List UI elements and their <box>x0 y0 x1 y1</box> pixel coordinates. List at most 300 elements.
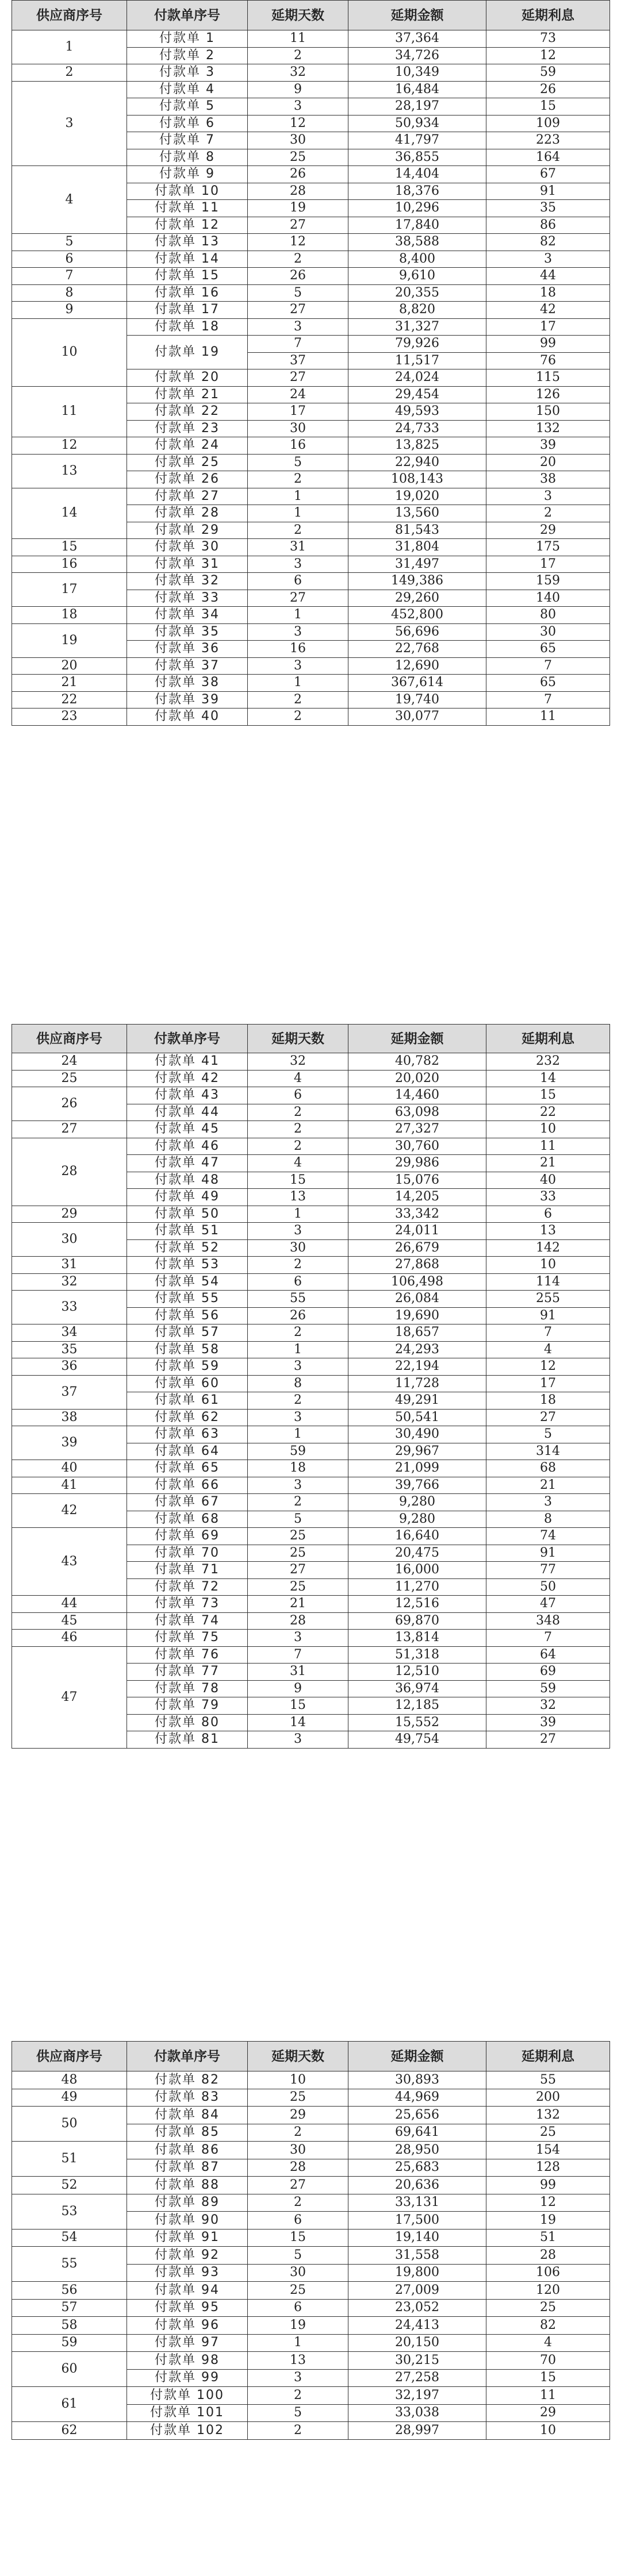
supplier-number: 26 <box>12 1087 127 1121</box>
payment-number: 付款单 77 <box>127 1664 248 1681</box>
table-row <box>12 675 610 692</box>
delay-amount: 20,020 <box>348 1070 486 1087</box>
delay-days: 2 <box>248 691 348 709</box>
payment-number: 付款单 42 <box>127 1070 248 1087</box>
delay-days: 10 <box>248 2071 348 2089</box>
delay-days: 2 <box>248 1324 348 1342</box>
delay-amount: 30,490 <box>348 1426 486 1443</box>
delay-days: 32 <box>248 64 348 82</box>
supplier-number: 53 <box>12 2194 127 2229</box>
delay-days: 2 <box>248 522 348 539</box>
payment-number: 付款单 45 <box>127 1121 248 1138</box>
delay-days: 13 <box>248 1189 348 1206</box>
delay-days: 1 <box>248 1206 348 1223</box>
payment-number: 付款单 62 <box>127 1409 248 1426</box>
delay-interest: 142 <box>486 1239 610 1257</box>
delay-days: 55 <box>248 1291 348 1308</box>
payment-number: 付款单 84 <box>127 2107 248 2124</box>
delay-interest: 29 <box>486 522 610 539</box>
payment-number: 付款单 58 <box>127 1341 248 1358</box>
header-row <box>12 1 610 30</box>
delay-interest: 3 <box>486 251 610 268</box>
delay-interest: 7 <box>486 691 610 709</box>
payment-number: 付款单 37 <box>127 657 248 675</box>
table-row <box>12 1138 610 1155</box>
table-row <box>12 81 610 98</box>
table-row <box>12 251 610 268</box>
table-row <box>12 1324 610 1342</box>
payment-number: 付款单 31 <box>127 556 248 573</box>
column-header: 付款单序号 <box>127 2042 248 2071</box>
delay-amount: 41,797 <box>348 132 486 149</box>
supplier-number: 14 <box>12 488 127 539</box>
delay-days: 25 <box>248 149 348 166</box>
payment-number: 付款单 24 <box>127 437 248 455</box>
delay-days: 3 <box>248 657 348 675</box>
delay-interest: 55 <box>486 2071 610 2089</box>
supplier-number: 17 <box>12 573 127 607</box>
column-header: 延期利息 <box>486 1025 610 1053</box>
table-row <box>12 386 610 403</box>
delay-days: 11 <box>248 30 348 48</box>
payment-number: 付款单 33 <box>127 590 248 607</box>
supplier-number: 57 <box>12 2299 127 2317</box>
delay-amount: 31,497 <box>348 556 486 573</box>
delay-interest: 114 <box>486 1273 610 1291</box>
supplier-number: 3 <box>12 81 127 166</box>
delay-amount: 15,076 <box>348 1172 486 1189</box>
table-section-3 <box>12 2041 610 2440</box>
table-row <box>12 437 610 455</box>
delay-days: 6 <box>248 1273 348 1291</box>
delay-amount: 27,009 <box>348 2282 486 2300</box>
supplier-number: 27 <box>12 1121 127 1138</box>
payment-number: 付款单 40 <box>127 709 248 726</box>
supplier-number: 1 <box>12 30 127 64</box>
delay-amount: 20,355 <box>348 284 486 302</box>
supplier-number: 31 <box>12 1257 127 1274</box>
delay-interest: 91 <box>486 1307 610 1324</box>
table-row <box>12 1087 610 1104</box>
delay-interest: 12 <box>486 1358 610 1376</box>
supplier-number: 22 <box>12 691 127 709</box>
delay-days: 12 <box>248 234 348 251</box>
delay-days: 2 <box>248 2422 348 2440</box>
delay-amount: 13,825 <box>348 437 486 455</box>
table-section-1 <box>12 0 610 726</box>
payment-number: 付款单 43 <box>127 1087 248 1104</box>
table-row <box>12 1375 610 1392</box>
table-row <box>12 2317 610 2335</box>
table-row <box>12 1358 610 1376</box>
payment-number: 付款单 56 <box>127 1307 248 1324</box>
delay-amount: 24,733 <box>348 420 486 437</box>
delay-days: 16 <box>248 641 348 658</box>
delay-amount: 30,215 <box>348 2352 486 2370</box>
table-row <box>12 166 610 183</box>
delay-amount: 81,543 <box>348 522 486 539</box>
payment-number: 付款单 49 <box>127 1189 248 1206</box>
table-row <box>12 2229 610 2247</box>
payment-number: 付款单 83 <box>127 2089 248 2107</box>
payment-number: 付款单 6 <box>127 115 248 132</box>
delay-interest: 35 <box>486 200 610 217</box>
delay-days: 25 <box>248 2282 348 2300</box>
payment-number: 付款单 64 <box>127 1443 248 1460</box>
payment-number: 付款单 72 <box>127 1578 248 1596</box>
delay-interest: 12 <box>486 47 610 64</box>
supplier-number: 32 <box>12 1273 127 1291</box>
payment-number: 付款单 71 <box>127 1562 248 1579</box>
column-header: 延期利息 <box>486 2042 610 2071</box>
delay-amount: 31,327 <box>348 318 486 336</box>
delay-interest: 21 <box>486 1477 610 1494</box>
payment-number: 付款单 38 <box>127 675 248 692</box>
delay-days: 16 <box>248 437 348 455</box>
table-row <box>12 709 610 726</box>
delay-amount: 19,690 <box>348 1307 486 1324</box>
table-row <box>12 2177 610 2194</box>
table-row <box>12 1070 610 1087</box>
table-row <box>12 1528 610 1545</box>
delay-days: 3 <box>248 318 348 336</box>
header-row <box>12 1025 610 1053</box>
delay-amount: 29,454 <box>348 386 486 403</box>
supplier-number: 44 <box>12 1596 127 1613</box>
delay-days: 30 <box>248 2142 348 2159</box>
supplier-number: 30 <box>12 1223 127 1257</box>
payment-number: 付款单 36 <box>127 641 248 658</box>
table-row <box>12 1053 610 1071</box>
delay-interest: 15 <box>486 1087 610 1104</box>
delay-days: 2 <box>248 1494 348 1511</box>
delay-days: 15 <box>248 1172 348 1189</box>
delay-days: 2 <box>248 1104 348 1121</box>
delay-interest: 22 <box>486 1104 610 1121</box>
delay-interest: 44 <box>486 268 610 285</box>
delay-interest: 314 <box>486 1443 610 1460</box>
delay-interest: 26 <box>486 81 610 98</box>
delay-days: 17 <box>248 403 348 421</box>
table-row <box>12 302 610 319</box>
delay-days: 2 <box>248 1121 348 1138</box>
delay-amount: 11,270 <box>348 1578 486 1596</box>
payment-number: 付款单 39 <box>127 691 248 709</box>
delay-days: 3 <box>248 1409 348 1426</box>
table-row <box>12 1206 610 1223</box>
payment-number: 付款单 94 <box>127 2282 248 2300</box>
payment-number: 付款单 23 <box>127 420 248 437</box>
delay-amount: 50,934 <box>348 115 486 132</box>
delay-days: 4 <box>248 1155 348 1172</box>
payment-number: 付款单 90 <box>127 2212 248 2230</box>
column-header: 延期金额 <box>348 2042 486 2071</box>
supplier-number: 40 <box>12 1460 127 1477</box>
delay-amount: 27,327 <box>348 1121 486 1138</box>
supplier-number: 6 <box>12 251 127 268</box>
delay-days: 37 <box>248 352 348 369</box>
delay-amount: 13,814 <box>348 1630 486 1647</box>
delay-interest: 159 <box>486 573 610 590</box>
payment-number: 付款单 75 <box>127 1630 248 1647</box>
supplier-number: 45 <box>12 1612 127 1630</box>
supplier-number: 5 <box>12 234 127 251</box>
delay-interest: 77 <box>486 1562 610 1579</box>
payment-number: 付款单 54 <box>127 1273 248 1291</box>
payment-number: 付款单 41 <box>127 1053 248 1071</box>
table-row <box>12 1291 610 1308</box>
table-row <box>12 1646 610 1664</box>
payment-number: 付款单 27 <box>127 488 248 505</box>
header-row <box>12 2042 610 2071</box>
supplier-number: 39 <box>12 1426 127 1460</box>
supplier-number: 62 <box>12 2422 127 2440</box>
payment-number: 付款单 5 <box>127 98 248 115</box>
payment-number: 付款单 25 <box>127 454 248 471</box>
delay-interest: 25 <box>486 2124 610 2142</box>
delay-interest: 154 <box>486 2142 610 2159</box>
payment-number: 付款单 100 <box>127 2387 248 2405</box>
payment-number: 付款单 101 <box>127 2404 248 2422</box>
table-row <box>12 2107 610 2124</box>
delay-amount: 149,386 <box>348 573 486 590</box>
delay-days: 27 <box>248 590 348 607</box>
delay-amount: 20,475 <box>348 1545 486 1562</box>
supplier-number: 56 <box>12 2282 127 2300</box>
payment-number: 付款单 32 <box>127 573 248 590</box>
delay-days: 21 <box>248 1596 348 1613</box>
delay-days: 30 <box>248 420 348 437</box>
delay-interest: 64 <box>486 1646 610 1664</box>
delay-interest: 15 <box>486 98 610 115</box>
delay-amount: 30,760 <box>348 1138 486 1155</box>
delay-amount: 452,800 <box>348 607 486 624</box>
delay-interest: 120 <box>486 2282 610 2300</box>
delay-interest: 18 <box>486 284 610 302</box>
delay-amount: 10,296 <box>348 200 486 217</box>
delay-interest: 38 <box>486 471 610 488</box>
delay-amount: 12,516 <box>348 1596 486 1613</box>
supplier-number: 41 <box>12 1477 127 1494</box>
delay-days: 30 <box>248 1239 348 1257</box>
delay-days: 30 <box>248 2264 348 2282</box>
payment-number: 付款单 102 <box>127 2422 248 2440</box>
table-row <box>12 1596 610 1613</box>
payment-number: 付款单 57 <box>127 1324 248 1342</box>
column-header: 供应商序号 <box>12 1 127 30</box>
table-row <box>12 1426 610 1443</box>
supplier-number: 35 <box>12 1341 127 1358</box>
delay-interest: 10 <box>486 2422 610 2440</box>
delay-amount: 51,318 <box>348 1646 486 1664</box>
delay-amount: 19,800 <box>348 2264 486 2282</box>
payment-number: 付款单 82 <box>127 2071 248 2089</box>
payment-number: 付款单 19 <box>127 336 248 369</box>
payment-number: 付款单 30 <box>127 539 248 556</box>
table-row <box>12 573 610 590</box>
delay-days: 25 <box>248 2089 348 2107</box>
payment-number: 付款单 97 <box>127 2334 248 2352</box>
delay-amount: 49,291 <box>348 1392 486 1410</box>
delay-interest: 17 <box>486 556 610 573</box>
delay-days: 15 <box>248 2229 348 2247</box>
payment-number: 付款单 44 <box>127 1104 248 1121</box>
delay-days: 2 <box>248 1257 348 1274</box>
delay-amount: 18,376 <box>348 183 486 200</box>
table-row <box>12 1630 610 1647</box>
delay-interest: 10 <box>486 1121 610 1138</box>
payment-number: 付款单 96 <box>127 2317 248 2335</box>
payment-number: 付款单 1 <box>127 30 248 48</box>
delay-interest: 29 <box>486 2404 610 2422</box>
delay-days: 2 <box>248 2387 348 2405</box>
delay-amount: 24,293 <box>348 1341 486 1358</box>
payment-number: 付款单 51 <box>127 1223 248 1240</box>
payment-number: 付款单 28 <box>127 505 248 522</box>
delay-interest: 10 <box>486 1257 610 1274</box>
delay-interest: 132 <box>486 420 610 437</box>
delay-interest: 18 <box>486 1392 610 1410</box>
delay-interest: 40 <box>486 1172 610 1189</box>
delay-amount: 40,782 <box>348 1053 486 1071</box>
delay-days: 28 <box>248 2159 348 2177</box>
delay-days: 9 <box>248 81 348 98</box>
supplier-number: 13 <box>12 454 127 488</box>
column-header: 延期天数 <box>248 1025 348 1053</box>
delay-interest: 50 <box>486 1578 610 1596</box>
table-row <box>12 2247 610 2265</box>
delay-days: 2 <box>248 1138 348 1155</box>
payment-number: 付款单 50 <box>127 1206 248 1223</box>
supplier-number: 20 <box>12 657 127 675</box>
supplier-number: 11 <box>12 386 127 437</box>
delay-amount: 33,342 <box>348 1206 486 1223</box>
supplier-number: 33 <box>12 1291 127 1324</box>
supplier-number: 10 <box>12 318 127 386</box>
delay-days: 19 <box>248 200 348 217</box>
delay-amount: 106,498 <box>348 1273 486 1291</box>
delay-interest: 175 <box>486 539 610 556</box>
delay-days: 27 <box>248 2177 348 2194</box>
delay-amount: 24,024 <box>348 369 486 387</box>
delay-interest: 4 <box>486 1341 610 1358</box>
delay-days: 3 <box>248 98 348 115</box>
delay-amount: 19,140 <box>348 2229 486 2247</box>
delay-interest: 82 <box>486 2317 610 2335</box>
delay-days: 5 <box>248 2404 348 2422</box>
delay-days: 18 <box>248 1460 348 1477</box>
payment-number: 付款单 74 <box>127 1612 248 1630</box>
delay-days: 3 <box>248 2369 348 2387</box>
table-row <box>12 1121 610 1138</box>
payment-number: 付款单 59 <box>127 1358 248 1376</box>
delay-amount: 11,728 <box>348 1375 486 1392</box>
delay-days: 26 <box>248 166 348 183</box>
delay-amount: 33,038 <box>348 2404 486 2422</box>
delay-interest: 132 <box>486 2107 610 2124</box>
table-row <box>12 691 610 709</box>
delay-amount: 28,950 <box>348 2142 486 2159</box>
delay-days: 6 <box>248 2299 348 2317</box>
payment-number: 付款单 10 <box>127 183 248 200</box>
delay-interest: 32 <box>486 1697 610 1715</box>
table-row <box>12 2422 610 2440</box>
payment-number: 付款单 91 <box>127 2229 248 2247</box>
delay-amount: 31,804 <box>348 539 486 556</box>
payment-number: 付款单 73 <box>127 1596 248 1613</box>
payment-table <box>12 1024 610 1749</box>
payment-number: 付款单 3 <box>127 64 248 82</box>
payment-number: 付款单 29 <box>127 522 248 539</box>
delay-interest: 2 <box>486 505 610 522</box>
delay-interest: 140 <box>486 590 610 607</box>
delay-days: 3 <box>248 1223 348 1240</box>
supplier-number: 52 <box>12 2177 127 2194</box>
table-row <box>12 1409 610 1426</box>
payment-number: 付款单 16 <box>127 284 248 302</box>
table-row <box>12 318 610 336</box>
payment-number: 付款单 2 <box>127 47 248 64</box>
delay-days: 3 <box>248 1630 348 1647</box>
delay-days: 5 <box>248 1511 348 1528</box>
payment-number: 付款单 34 <box>127 607 248 624</box>
table-row <box>12 234 610 251</box>
delay-amount: 9,280 <box>348 1494 486 1511</box>
delay-interest: 47 <box>486 1596 610 1613</box>
payment-number: 付款单 14 <box>127 251 248 268</box>
delay-amount: 36,974 <box>348 1680 486 1697</box>
delay-amount: 21,099 <box>348 1460 486 1477</box>
delay-amount: 22,768 <box>348 641 486 658</box>
delay-amount: 63,098 <box>348 1104 486 1121</box>
delay-days: 9 <box>248 1680 348 1697</box>
delay-amount: 56,696 <box>348 623 486 641</box>
delay-amount: 19,740 <box>348 691 486 709</box>
delay-days: 14 <box>248 1714 348 1731</box>
delay-days: 7 <box>248 1646 348 1664</box>
supplier-number: 47 <box>12 1646 127 1748</box>
delay-interest: 27 <box>486 1731 610 1749</box>
delay-days: 28 <box>248 183 348 200</box>
table-row <box>12 556 610 573</box>
delay-amount: 17,500 <box>348 2212 486 2230</box>
delay-amount: 29,986 <box>348 1155 486 1172</box>
delay-days: 25 <box>248 1578 348 1596</box>
delay-interest: 17 <box>486 1375 610 1392</box>
supplier-number: 46 <box>12 1630 127 1647</box>
delay-interest: 86 <box>486 217 610 234</box>
delay-interest: 42 <box>486 302 610 319</box>
column-header: 供应商序号 <box>12 1025 127 1053</box>
delay-interest: 59 <box>486 64 610 82</box>
delay-interest: 39 <box>486 437 610 455</box>
table-row <box>12 2194 610 2212</box>
payment-number: 付款单 92 <box>127 2247 248 2265</box>
table-row <box>12 488 610 505</box>
delay-interest: 15 <box>486 2369 610 2387</box>
delay-amount: 20,636 <box>348 2177 486 2194</box>
delay-amount: 16,640 <box>348 1528 486 1545</box>
delay-days: 5 <box>248 2247 348 2265</box>
supplier-number: 4 <box>12 166 127 234</box>
delay-amount: 13,560 <box>348 505 486 522</box>
delay-interest: 67 <box>486 166 610 183</box>
payment-number: 付款单 80 <box>127 1714 248 1731</box>
delay-amount: 26,679 <box>348 1239 486 1257</box>
delay-days: 2 <box>248 251 348 268</box>
delay-interest: 51 <box>486 2229 610 2247</box>
delay-days: 4 <box>248 1070 348 1087</box>
